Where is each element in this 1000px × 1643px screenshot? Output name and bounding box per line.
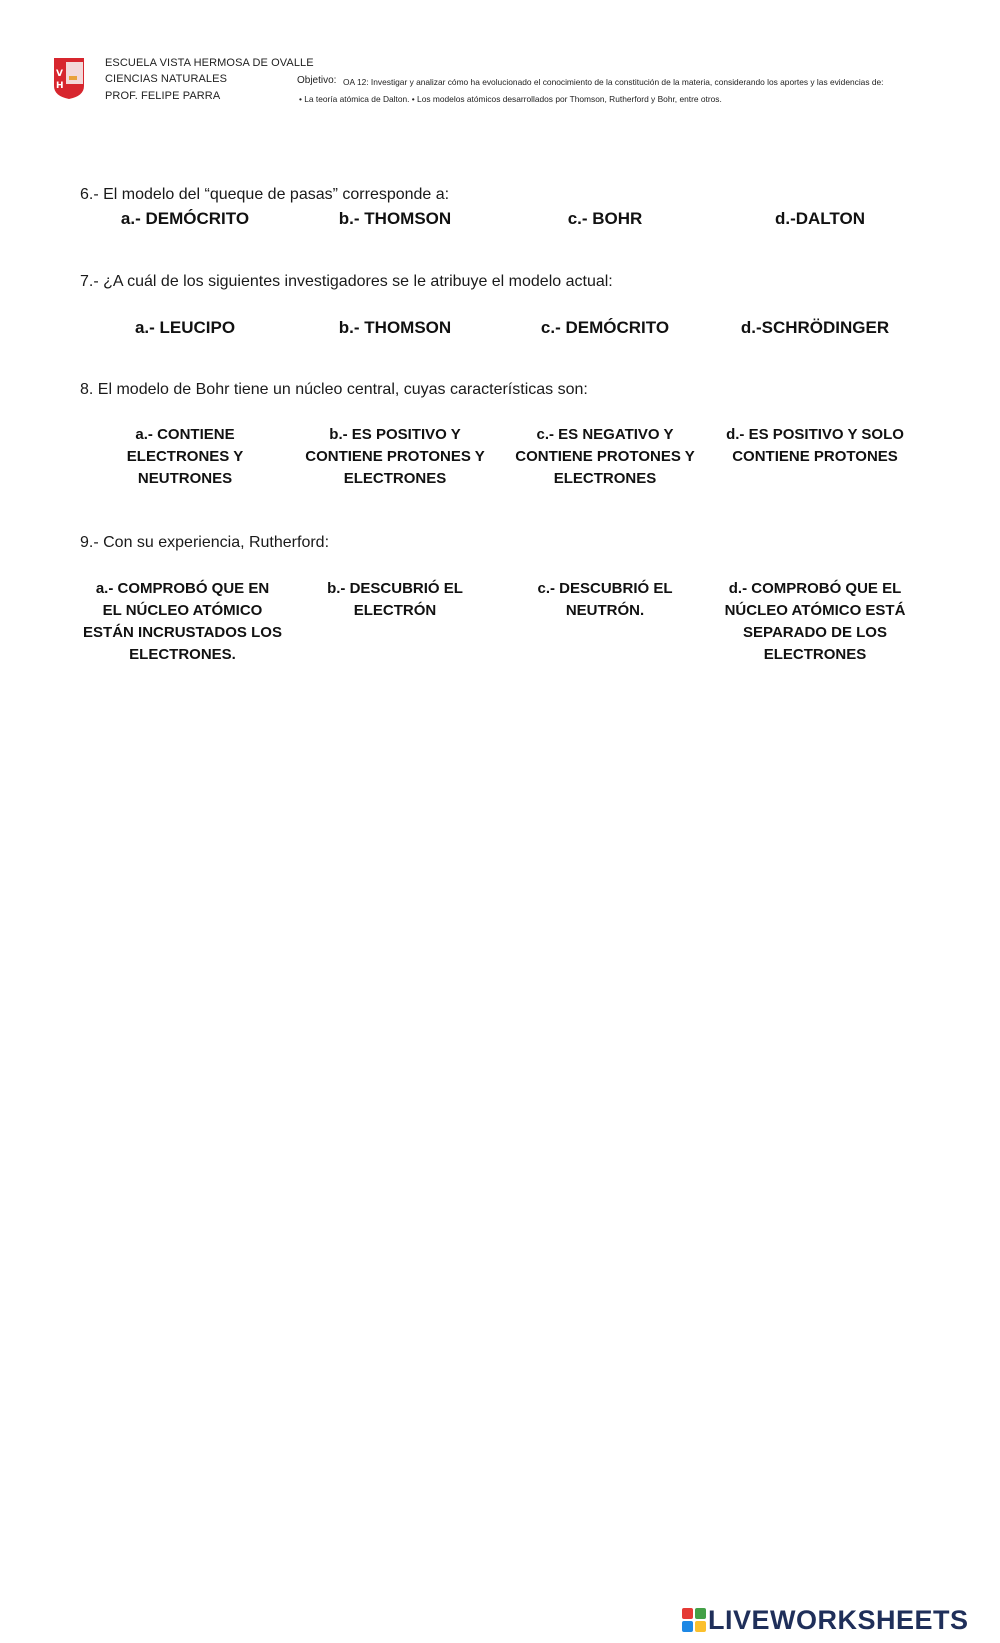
q9-option-d-line: d.- COMPROBÓ QUE EL <box>728 580 902 597</box>
q9-option-b-line: b.- DESCUBRIÓ EL <box>327 580 463 597</box>
q7-option-b[interactable]: b.- THOMSON <box>338 318 452 337</box>
q8-option-c-line: c.- ES NEGATIVO Y <box>536 426 674 443</box>
q8-option-d-line: d.- ES POSITIVO Y SOLO <box>726 426 904 443</box>
q8-option-a-line: a.- CONTIENE <box>135 426 235 443</box>
q9-option-d[interactable] <box>715 578 915 666</box>
document-header <box>0 0 1000 120</box>
q9-option-c[interactable] <box>515 578 695 622</box>
q7-option-a[interactable]: a.- LEUCIPO <box>134 318 236 337</box>
liveworksheets-logo-icon <box>682 1608 706 1632</box>
q9-option-a-line: ELECTRONES. <box>129 646 236 663</box>
question-6: 6.- El modelo del “queque de pasas” corresponde a: <box>80 186 450 203</box>
q9-option-b[interactable] <box>305 578 485 622</box>
q9-option-a-line: ESTÁN INCRUSTADOS LOS <box>83 624 282 641</box>
q8-option-c-line: CONTIENE PROTONES Y <box>515 448 695 465</box>
q8-option-b-line: ELECTRONES <box>343 470 447 487</box>
teacher-name: PROF. FELIPE PARRA <box>105 90 221 102</box>
q8-option-d-line: CONTIENE PROTONES <box>732 448 898 465</box>
q7-option-d[interactable]: d.-SCHRÖDINGER <box>740 318 890 337</box>
svg-text:V: V <box>56 69 63 79</box>
q7-option-c[interactable]: c.- DEMÓCRITO <box>540 318 670 337</box>
liveworksheets-logo-text: LIVEWORKSHEETS <box>708 1605 969 1635</box>
liveworksheets-brand <box>682 1606 969 1634</box>
q8-option-a-line: NEUTRONES <box>137 470 233 487</box>
q6-option-d[interactable]: d.-DALTON <box>774 209 866 228</box>
q9-option-d-line: SEPARADO DE LOS <box>743 624 887 641</box>
q8-option-c-line: ELECTRONES <box>553 470 657 487</box>
school-name: ESCUELA VISTA HERMOSA DE OVALLE <box>105 57 314 69</box>
q9-option-a-line: a.- COMPROBÓ QUE EN <box>95 580 270 597</box>
q8-option-b-line: CONTIENE PROTONES Y <box>305 448 485 465</box>
subject-name: CIENCIAS NATURALES <box>105 73 228 85</box>
objective-text: OA 12: Investigar y analizar cómo ha evolucionado el conocimiento de la constitución de la materia, considerando los aportes y las evidencias de: <box>343 77 884 87</box>
q9-option-a-line: EL NÚCLEO ATÓMICO <box>102 602 263 619</box>
svg-text:H: H <box>56 81 64 91</box>
school-logo <box>52 56 86 100</box>
q8-option-a-line: ELECTRONES Y <box>126 448 244 465</box>
q8-option-b[interactable] <box>295 424 495 490</box>
question-7: 7.- ¿A cuál de los siguientes investigadores se le atribuye el modelo actual: <box>80 273 613 290</box>
objective-label: Objetivo: <box>297 75 337 86</box>
q9-option-d-line: ELECTRONES <box>763 646 867 663</box>
q9-option-c-line: NEUTRÓN. <box>565 602 645 619</box>
q6-option-b[interactable]: b.- THOMSON <box>338 209 452 228</box>
q9-option-d-line: NÚCLEO ATÓMICO ESTÁ <box>724 602 906 619</box>
q8-option-d[interactable] <box>710 424 920 468</box>
q9-option-a[interactable] <box>80 578 285 666</box>
objective-text-2: • La teoría atómica de Dalton. • Los modelos atómicos desarrollados por Thomson, Rutherford y Bohr, entre otros. <box>299 94 722 104</box>
q9-option-b-line: ELECTRÓN <box>353 602 437 619</box>
q8-option-b-line: b.- ES POSITIVO Y <box>329 426 461 443</box>
q9-option-c-line: c.- DESCUBRIÓ EL <box>537 580 673 597</box>
q6-option-c[interactable]: c.- BOHR <box>567 209 643 228</box>
question-8: 8. El modelo de Bohr tiene un núcleo central, cuyas características son: <box>80 381 588 398</box>
q8-option-a[interactable] <box>95 424 275 490</box>
q8-option-c[interactable] <box>505 424 705 490</box>
q6-option-a[interactable]: a.- DEMÓCRITO <box>120 209 250 228</box>
question-9: 9.- Con su experiencia, Rutherford: <box>80 534 330 551</box>
